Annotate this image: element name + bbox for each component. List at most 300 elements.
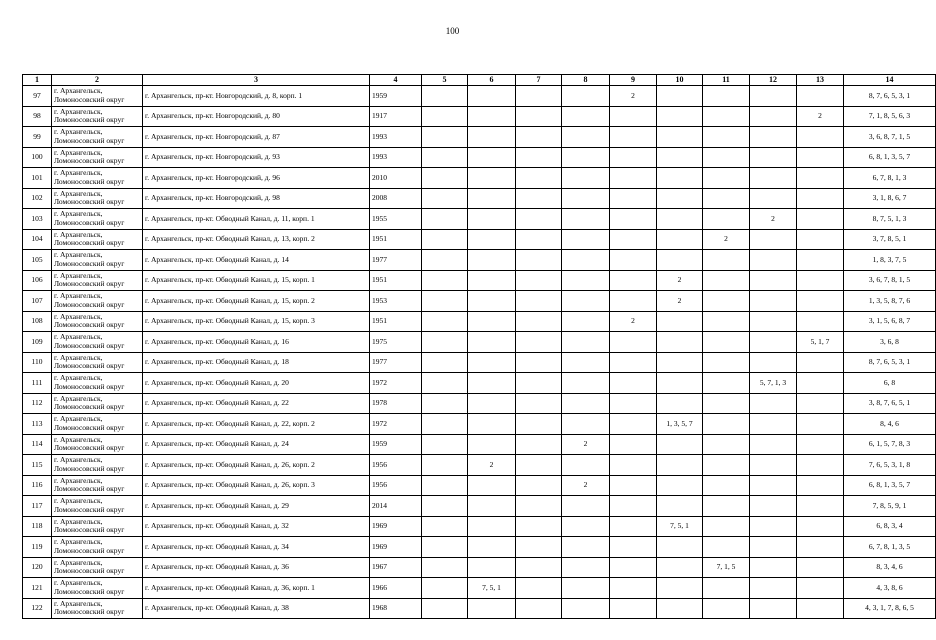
district-okrug: Ломоносовский округ — [54, 94, 125, 104]
col13-cell: 2 — [797, 106, 844, 127]
col6-cell — [468, 127, 516, 148]
col11-cell — [703, 393, 750, 414]
row-number: 107 — [23, 291, 52, 312]
col7-cell — [516, 332, 562, 353]
table-row — [23, 209, 936, 230]
col5-cell — [422, 537, 468, 558]
col5-cell — [422, 270, 468, 291]
col10-cell: 7, 5, 1 — [657, 516, 703, 537]
col7-cell — [516, 393, 562, 414]
district-city: г. Архангельск, — [54, 188, 103, 198]
col13-cell — [797, 557, 844, 578]
district-okrug: Ломоносовский округ — [54, 299, 125, 309]
col5-cell — [422, 311, 468, 332]
col5-cell — [422, 455, 468, 476]
col8-cell: 2 — [562, 434, 610, 455]
district-cell — [52, 147, 143, 168]
year-cell: 1975 — [370, 332, 422, 353]
col7-cell — [516, 311, 562, 332]
col13-cell: 5, 1, 7 — [797, 332, 844, 353]
col9-cell — [610, 106, 657, 127]
district-city: г. Архангельск, — [54, 496, 103, 506]
row-number: 105 — [23, 250, 52, 271]
year-cell: 1968 — [370, 598, 422, 619]
district-city: г. Архангельск, — [54, 106, 103, 116]
col13-cell — [797, 270, 844, 291]
col11-cell — [703, 311, 750, 332]
table-row — [23, 86, 936, 107]
table-row — [23, 455, 936, 476]
col11-cell — [703, 455, 750, 476]
col12-cell — [750, 86, 797, 107]
col7-cell — [516, 86, 562, 107]
district-cell — [52, 373, 143, 394]
address-cell: г. Архангельск, пр-кт. Обводный Канал, д. 22 — [143, 393, 370, 414]
col12-cell — [750, 291, 797, 312]
col12-cell — [750, 188, 797, 209]
col7-cell — [516, 188, 562, 209]
table-row — [23, 414, 936, 435]
address-cell: г. Архангельск, пр-кт. Новгородский, д. 8, корп. 1 — [143, 86, 370, 107]
col13-cell — [797, 373, 844, 394]
col14-cell: 6, 8, 3, 4 — [844, 516, 936, 537]
col10-cell — [657, 373, 703, 394]
address-cell: г. Архангельск, пр-кт. Обводный Канал, д. 14 — [143, 250, 370, 271]
col7-cell — [516, 352, 562, 373]
col7-cell — [516, 291, 562, 312]
col12-cell — [750, 106, 797, 127]
col6-cell — [468, 291, 516, 312]
col11-cell — [703, 127, 750, 148]
col11-cell: 2 — [703, 229, 750, 250]
col9-cell — [610, 434, 657, 455]
col8-cell — [562, 373, 610, 394]
col11-cell — [703, 516, 750, 537]
district-city: г. Архангельск, — [54, 250, 103, 260]
col7-cell — [516, 250, 562, 271]
year-cell: 1953 — [370, 291, 422, 312]
col6-cell — [468, 475, 516, 496]
col13-cell — [797, 127, 844, 148]
district-cell — [52, 209, 143, 230]
col10-cell — [657, 147, 703, 168]
row-number: 121 — [23, 578, 52, 599]
year-cell: 1966 — [370, 578, 422, 599]
col12-cell — [750, 127, 797, 148]
col6-cell — [468, 373, 516, 394]
col7-cell — [516, 475, 562, 496]
col14-cell: 8, 7, 5, 1, 3 — [844, 209, 936, 230]
address-cell: г. Архангельск, пр-кт. Обводный Канал, д. 15, корп. 2 — [143, 291, 370, 312]
registry-table — [22, 74, 936, 619]
col6-cell — [468, 209, 516, 230]
year-cell: 1951 — [370, 229, 422, 250]
col13-cell — [797, 311, 844, 332]
col12-cell — [750, 537, 797, 558]
table-row — [23, 127, 936, 148]
col10-cell: 1, 3, 5, 7 — [657, 414, 703, 435]
year-cell: 2008 — [370, 188, 422, 209]
district-cell — [52, 168, 143, 189]
col6-cell — [468, 86, 516, 107]
col14-cell: 8, 7, 6, 5, 3, 1 — [844, 86, 936, 107]
row-number: 101 — [23, 168, 52, 189]
address-cell: г. Архангельск, пр-кт. Обводный Канал, д. 34 — [143, 537, 370, 558]
col7-cell — [516, 496, 562, 517]
row-number: 110 — [23, 352, 52, 373]
col13-cell — [797, 250, 844, 271]
col8-cell: 2 — [562, 475, 610, 496]
col6-cell — [468, 332, 516, 353]
table-row — [23, 229, 936, 250]
col13-cell — [797, 414, 844, 435]
col8-cell — [562, 311, 610, 332]
col7-cell — [516, 434, 562, 455]
col8-cell — [562, 578, 610, 599]
col11-cell — [703, 188, 750, 209]
district-okrug: Ломоносовский округ — [54, 238, 125, 248]
year-cell: 2010 — [370, 168, 422, 189]
col11-cell — [703, 168, 750, 189]
col6-cell — [468, 352, 516, 373]
col9-cell — [610, 393, 657, 414]
table-row — [23, 332, 936, 353]
col8-cell — [562, 106, 610, 127]
district-city: г. Архангельск, — [54, 393, 103, 403]
col8-cell — [562, 127, 610, 148]
col11-cell — [703, 332, 750, 353]
col7-cell — [516, 127, 562, 148]
district-cell — [52, 311, 143, 332]
address-cell: г. Архангельск, пр-кт. Обводный Канал, д. 24 — [143, 434, 370, 455]
row-number: 111 — [23, 373, 52, 394]
col13-cell — [797, 496, 844, 517]
col14-cell: 6, 8, 1, 3, 5, 7 — [844, 147, 936, 168]
col7-cell — [516, 578, 562, 599]
district-okrug: Ломоносовский округ — [54, 566, 125, 576]
col9-cell — [610, 127, 657, 148]
district-cell — [52, 106, 143, 127]
col12-cell — [750, 516, 797, 537]
col13-cell — [797, 168, 844, 189]
col7-cell — [516, 598, 562, 619]
col10-cell — [657, 598, 703, 619]
row-number: 120 — [23, 557, 52, 578]
table-row — [23, 434, 936, 455]
district-city: г. Архангельск, — [54, 209, 103, 219]
col5-cell — [422, 106, 468, 127]
district-okrug: Ломоносовский округ — [54, 463, 125, 473]
col5-cell — [422, 598, 468, 619]
page-number: 100 — [445, 26, 460, 36]
col14-cell: 3, 6, 8, 7, 1, 5 — [844, 127, 936, 148]
col14-cell: 4, 3, 1, 7, 8, 6, 5 — [844, 598, 936, 619]
col5-cell — [422, 127, 468, 148]
col7-cell — [516, 557, 562, 578]
year-cell: 1967 — [370, 557, 422, 578]
col8-cell — [562, 557, 610, 578]
col13-cell — [797, 516, 844, 537]
row-number: 106 — [23, 270, 52, 291]
col11-cell — [703, 537, 750, 558]
district-cell — [52, 188, 143, 209]
address-cell: г. Архангельск, пр-кт. Обводный Канал, д. 18 — [143, 352, 370, 373]
col6-cell — [468, 414, 516, 435]
col10-cell — [657, 250, 703, 271]
col12-cell: 5, 7, 1, 3 — [750, 373, 797, 394]
col10-cell — [657, 352, 703, 373]
col13-cell — [797, 598, 844, 619]
district-cell — [52, 352, 143, 373]
address-cell: г. Архангельск, пр-кт. Обводный Канал, д. 15, корп. 3 — [143, 311, 370, 332]
district-okrug: Ломоносовский округ — [54, 422, 125, 432]
column-header: 10 — [657, 75, 703, 86]
col9-cell — [610, 578, 657, 599]
row-number: 119 — [23, 537, 52, 558]
col10-cell: 2 — [657, 270, 703, 291]
col14-cell: 7, 6, 5, 3, 1, 8 — [844, 455, 936, 476]
col6-cell — [468, 434, 516, 455]
col5-cell — [422, 414, 468, 435]
column-header: 2 — [52, 75, 143, 86]
col5-cell — [422, 86, 468, 107]
col10-cell — [657, 475, 703, 496]
col14-cell: 1, 3, 5, 8, 7, 6 — [844, 291, 936, 312]
year-cell: 1951 — [370, 311, 422, 332]
col9-cell — [610, 496, 657, 517]
year-cell: 1977 — [370, 250, 422, 271]
district-okrug: Ломоносовский округ — [54, 156, 125, 166]
table-row — [23, 291, 936, 312]
col5-cell — [422, 147, 468, 168]
col7-cell — [516, 414, 562, 435]
district-okrug: Ломоносовский округ — [54, 197, 125, 207]
col8-cell — [562, 147, 610, 168]
col7-cell — [516, 209, 562, 230]
col10-cell — [657, 209, 703, 230]
col11-cell — [703, 270, 750, 291]
district-cell — [52, 414, 143, 435]
col12-cell — [750, 434, 797, 455]
col9-cell — [610, 188, 657, 209]
col6-cell — [468, 537, 516, 558]
address-cell: г. Архангельск, пр-кт. Обводный Канал, д. 26, корп. 3 — [143, 475, 370, 496]
district-city: г. Архангельск, — [54, 434, 103, 444]
column-header: 1 — [23, 75, 52, 86]
column-header: 11 — [703, 75, 750, 86]
district-city: г. Архангельск, — [54, 270, 103, 280]
col7-cell — [516, 455, 562, 476]
district-okrug: Ломоносовский округ — [54, 545, 125, 555]
col5-cell — [422, 332, 468, 353]
col10-cell — [657, 127, 703, 148]
col12-cell — [750, 578, 797, 599]
col8-cell — [562, 332, 610, 353]
col5-cell — [422, 209, 468, 230]
col7-cell — [516, 537, 562, 558]
col8-cell — [562, 496, 610, 517]
col9-cell — [610, 332, 657, 353]
row-number: 97 — [23, 86, 52, 107]
district-city: г. Архангельск, — [54, 86, 103, 96]
district-okrug: Ломоносовский округ — [54, 607, 125, 617]
table-row — [23, 168, 936, 189]
district-city: г. Архангельск, — [54, 127, 103, 137]
col8-cell — [562, 86, 610, 107]
col14-cell: 6, 1, 5, 7, 8, 3 — [844, 434, 936, 455]
col14-cell: 7, 1, 8, 5, 6, 3 — [844, 106, 936, 127]
district-okrug: Ломоносовский округ — [54, 176, 125, 186]
col8-cell — [562, 250, 610, 271]
col10-cell — [657, 229, 703, 250]
col10-cell — [657, 537, 703, 558]
district-cell — [52, 291, 143, 312]
col12-cell — [750, 311, 797, 332]
row-number: 117 — [23, 496, 52, 517]
col10-cell — [657, 455, 703, 476]
year-cell: 1955 — [370, 209, 422, 230]
district-city: г. Архангельск, — [54, 455, 103, 465]
col5-cell — [422, 291, 468, 312]
col13-cell — [797, 86, 844, 107]
col10-cell — [657, 434, 703, 455]
col10-cell — [657, 496, 703, 517]
col10-cell — [657, 332, 703, 353]
table-row — [23, 188, 936, 209]
district-cell — [52, 578, 143, 599]
col5-cell — [422, 168, 468, 189]
year-cell: 1969 — [370, 516, 422, 537]
table-row — [23, 250, 936, 271]
col12-cell — [750, 332, 797, 353]
col13-cell — [797, 291, 844, 312]
district-cell — [52, 250, 143, 271]
district-city: г. Архангельск, — [54, 578, 103, 588]
year-cell: 1956 — [370, 455, 422, 476]
year-cell: 1951 — [370, 270, 422, 291]
col9-cell: 2 — [610, 86, 657, 107]
district-cell — [52, 86, 143, 107]
table-header-row — [23, 75, 936, 86]
district-city: г. Архангельск, — [54, 537, 103, 547]
row-number: 118 — [23, 516, 52, 537]
col12-cell — [750, 557, 797, 578]
col7-cell — [516, 229, 562, 250]
col6-cell — [468, 270, 516, 291]
col8-cell — [562, 455, 610, 476]
col14-cell: 1, 8, 3, 7, 5 — [844, 250, 936, 271]
column-header: 12 — [750, 75, 797, 86]
col11-cell — [703, 352, 750, 373]
col5-cell — [422, 475, 468, 496]
table-row — [23, 496, 936, 517]
col8-cell — [562, 168, 610, 189]
col13-cell — [797, 475, 844, 496]
col8-cell — [562, 229, 610, 250]
col12-cell — [750, 270, 797, 291]
year-cell: 1959 — [370, 86, 422, 107]
district-city: г. Архангельск, — [54, 352, 103, 362]
district-okrug: Ломоносовский округ — [54, 340, 125, 350]
row-number: 102 — [23, 188, 52, 209]
district-okrug: Ломоносовский округ — [54, 217, 125, 227]
col5-cell — [422, 352, 468, 373]
address-cell: г. Архангельск, пр-кт. Новгородский, д. 93 — [143, 147, 370, 168]
address-cell: г. Архангельск, пр-кт. Обводный Канал, д. 22, корп. 2 — [143, 414, 370, 435]
col14-cell: 4, 3, 8, 6 — [844, 578, 936, 599]
table-row — [23, 598, 936, 619]
col5-cell — [422, 229, 468, 250]
col9-cell: 2 — [610, 311, 657, 332]
table-row — [23, 311, 936, 332]
district-cell — [52, 229, 143, 250]
col11-cell — [703, 209, 750, 230]
address-cell: г. Архангельск, пр-кт. Обводный Канал, д. 13, корп. 2 — [143, 229, 370, 250]
col8-cell — [562, 352, 610, 373]
col13-cell — [797, 434, 844, 455]
row-number: 113 — [23, 414, 52, 435]
col6-cell — [468, 557, 516, 578]
table-row — [23, 475, 936, 496]
column-header: 3 — [143, 75, 370, 86]
year-cell: 1993 — [370, 127, 422, 148]
district-okrug: Ломоносовский округ — [54, 484, 125, 494]
address-cell: г. Архангельск, пр-кт. Обводный Канал, д. 26, корп. 2 — [143, 455, 370, 476]
district-cell — [52, 516, 143, 537]
col9-cell — [610, 373, 657, 394]
col12-cell — [750, 168, 797, 189]
col13-cell — [797, 188, 844, 209]
col12-cell — [750, 496, 797, 517]
address-cell: г. Архангельск, пр-кт. Обводный Канал, д. 16 — [143, 332, 370, 353]
col12-cell — [750, 352, 797, 373]
table-row — [23, 147, 936, 168]
col6-cell: 7, 5, 1 — [468, 578, 516, 599]
district-cell — [52, 537, 143, 558]
col7-cell — [516, 516, 562, 537]
district-cell — [52, 598, 143, 619]
col10-cell: 2 — [657, 291, 703, 312]
year-cell: 1956 — [370, 475, 422, 496]
col5-cell — [422, 557, 468, 578]
col11-cell — [703, 250, 750, 271]
col14-cell: 6, 7, 8, 1, 3 — [844, 168, 936, 189]
col7-cell — [516, 168, 562, 189]
col11-cell — [703, 86, 750, 107]
address-cell: г. Архангельск, пр-кт. Обводный Канал, д. 15, корп. 1 — [143, 270, 370, 291]
district-cell — [52, 393, 143, 414]
address-cell: г. Архангельск, пр-кт. Новгородский, д. 80 — [143, 106, 370, 127]
row-number: 112 — [23, 393, 52, 414]
col14-cell: 3, 1, 5, 6, 8, 7 — [844, 311, 936, 332]
col12-cell — [750, 414, 797, 435]
col5-cell — [422, 393, 468, 414]
col9-cell — [610, 209, 657, 230]
table-row — [23, 106, 936, 127]
column-header: 14 — [844, 75, 936, 86]
row-number: 122 — [23, 598, 52, 619]
col11-cell — [703, 106, 750, 127]
table-row — [23, 516, 936, 537]
col8-cell — [562, 209, 610, 230]
col11-cell — [703, 414, 750, 435]
col6-cell — [468, 106, 516, 127]
address-cell: г. Архангельск, пр-кт. Новгородский, д. 98 — [143, 188, 370, 209]
address-cell: г. Архангельск, пр-кт. Новгородский, д. 87 — [143, 127, 370, 148]
col5-cell — [422, 434, 468, 455]
district-okrug: Ломоносовский округ — [54, 279, 125, 289]
col8-cell — [562, 393, 610, 414]
